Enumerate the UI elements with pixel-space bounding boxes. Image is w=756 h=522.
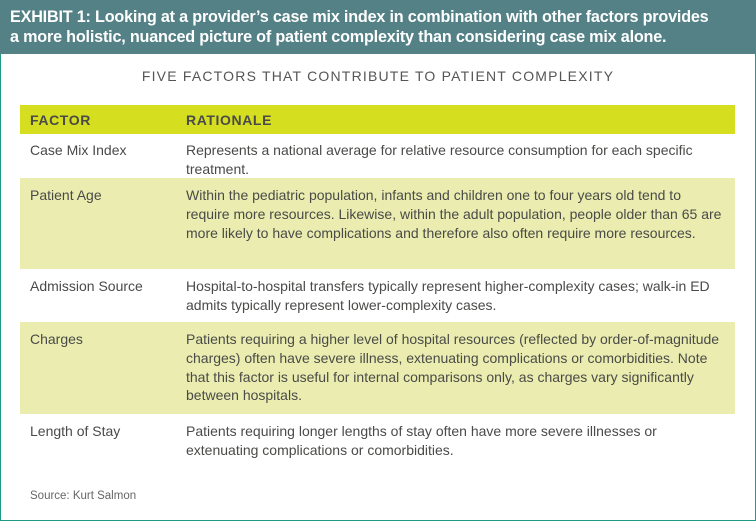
rationale-cell: Patients requiring a higher level of hospital resources (reflected by order-of-magnitude charges) often have severe illness, extenuating complications or comorbidities. Note that this factor is useful for internal comparisons only, as charges vary significantly between hospitals.	[186, 331, 720, 404]
table-row	[20, 134, 735, 178]
factor-cell: Case Mix Index	[30, 142, 127, 158]
table-row	[20, 322, 735, 414]
column-header-factor: FACTOR	[30, 111, 91, 128]
exhibit-title	[0, 0, 756, 54]
factor-cell: Admission Source	[30, 278, 143, 294]
source-note: Source: Kurt Salmon	[30, 490, 137, 502]
exhibit-title-line2: a more holistic, nuanced picture of patient complexity than considering case mix alone.	[10, 28, 667, 46]
rationale-cell: Patients requiring longer lengths of stay often have more severe illnesses or extenuating complications or comorbidities.	[186, 423, 657, 458]
table-title: FIVE FACTORS THAT CONTRIBUTE TO PATIENT COMPLEXITY	[141, 68, 615, 84]
factors-table	[20, 105, 735, 466]
factor-cell: Length of Stay	[30, 423, 121, 439]
table-row	[20, 269, 735, 322]
exhibit-title-line1: EXHIBIT 1: Looking at a provider’s case mix index in combination with other factors provides	[10, 8, 709, 26]
table-header	[20, 105, 735, 134]
factor-cell: Charges	[30, 331, 83, 347]
table-row	[20, 178, 735, 269]
factor-cell: Patient Age	[30, 187, 102, 203]
table-row	[20, 414, 735, 466]
rationale-cell: Hospital-to-hospital transfers typically represent higher-complexity cases; walk-in ED admits typically represent lower-complexity cases.	[186, 278, 710, 313]
column-header-rationale: RATIONALE	[186, 111, 273, 128]
rationale-cell: Within the pediatric population, infants and children one to four years old tend to require more resources. Likewise, within the adult population, people older than 65 are more likely to have complications and therefore also often require more resources.	[186, 187, 722, 241]
rationale-cell: Represents a national average for relative resource consumption for each specific treatment.	[186, 142, 693, 177]
